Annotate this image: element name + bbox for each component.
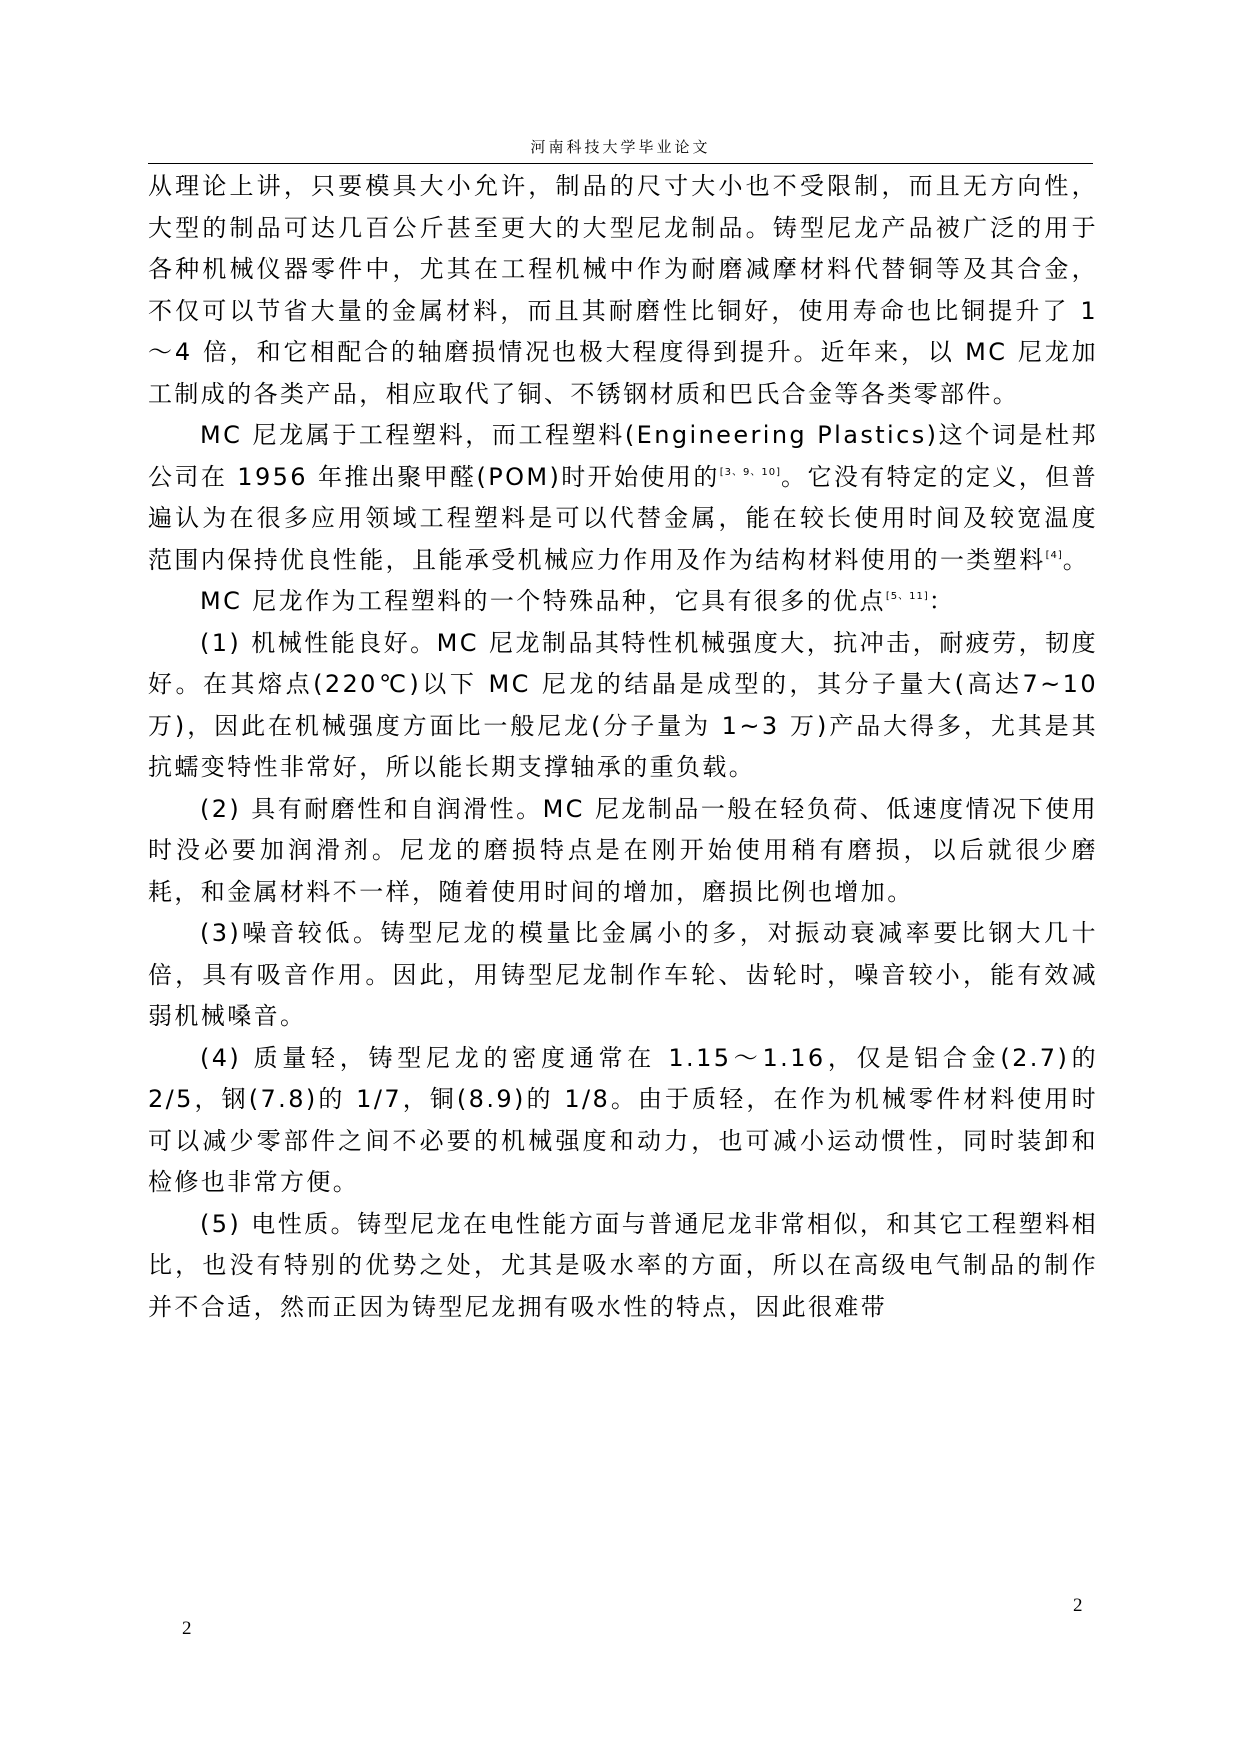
- paragraph-5-wear-resistance: (2) 具有耐磨性和自润滑性。MC 尼龙制品一般在轻负荷、低速度情况下使用时没必要加润滑剂。尼龙的磨损特点是在刚开始使用稍有磨损，以后就很少磨耗，和金属材料不一样，随着使用时间的增加，磨损比例也增加。: [148, 794, 1098, 906]
- paragraph-2-text-b: 。它没有特定的定义，但普遍认为在很多应用领域工程塑料是可以代替金属，能在较长使用时间及较宽温度范围内保持优良性能，且能承受机械应力作用及作为结构材料使用的一类塑料: [148, 462, 1098, 574]
- paragraph-1: 从理论上讲，只要模具大小允许，制品的尺寸大小也不受限制，而且无方向性，大型的制品可达几百公斤甚至更大的大型尼龙制品。铸型尼龙产品被广泛的用于各种机械仪器零件中，尤其在工程机械中作为耐磨减摩材料代替铜等及其合金，不仅可以节省大量的金属材料，而且其耐磨性比铜好，使用寿命也比铜提升了 1～4 倍，和它相配合的轴磨损情况也极大程度得到提升。近年来，以 MC 尼龙加工制成的各类产品，相应取代了铜、不锈钢材质和巴氏合金等各类零部件。: [148, 172, 1098, 408]
- paragraph-3-text-a: MC 尼龙作为工程塑料的一个特殊品种，它具有很多的优点: [200, 587, 886, 615]
- paragraph-2: [148, 415, 1098, 581]
- page-number-left: 2: [182, 1618, 192, 1639]
- paragraph-3: [148, 581, 1098, 623]
- paragraph-7-light-weight: (4) 质量轻，铸型尼龙的密度通常在 1.15～1.16，仅是铝合金(2.7)的2/5，钢(7.8)的 1/7，铜(8.9)的 1/8。由于质轻，在作为机械零件材料使用时可以减少零部件之间不必要的机械强度和动力，也可减小运动惯性，同时装卸和检修也非常方便。: [148, 1043, 1098, 1196]
- page-header-title: 河南科技大学毕业论文: [530, 138, 711, 156]
- page-number-right: 2: [1073, 1595, 1083, 1616]
- paragraph-3-text-b: ：: [928, 587, 956, 615]
- paragraph-2-text-a: MC 尼龙属于工程塑料，而工程塑料(Engineering Plastics)这个词是杜邦公司在 1956 年推出聚甲醛(POM)时开始使用的: [148, 421, 1098, 491]
- citation-5-11: [5、11]: [885, 591, 929, 602]
- paragraph-8-electrical-properties: (5) 电性质。铸型尼龙在电性能方面与普通尼龙非常相似，和其它工程塑料相比，也没有特别的优势之处，尤其是吸水率的方面，所以在高级电气制品的制作并不合适，然而正因为铸型尼龙拥有吸水性的特点，因此很难带: [148, 1209, 1098, 1321]
- document-body: [148, 166, 1098, 1328]
- paragraph-6-low-noise: (3)噪音较低。铸型尼龙的模量比金属小的多，对振动衰减率要比钢大几十倍，具有吸音作用。因此，用铸型尼龙制作车轮、齿轮时，噪音较小，能有效减弱机械嗓音。: [148, 919, 1098, 1030]
- paragraph-2-text-c: 。: [1062, 545, 1090, 574]
- paragraph-4-mechanical-properties: (1) 机械性能良好。MC 尼龙制品其特性机械强度大，抗冲击，耐疲劳，韧度好。在其熔点(220℃)以下 MC 尼龙的结晶是成型的，其分子量大(高达7~10 万)，因此在机械强度方面比一般尼龙(分子量为 1~3 万)产品大得多，尤其是其抗蠕变特性非常好，所以能长期支撑轴承的重负载。: [148, 628, 1098, 781]
- citation-4: [4]: [1045, 549, 1063, 561]
- citation-3-9-10: [3、9、10]: [719, 466, 782, 478]
- header-divider: [148, 163, 1093, 164]
